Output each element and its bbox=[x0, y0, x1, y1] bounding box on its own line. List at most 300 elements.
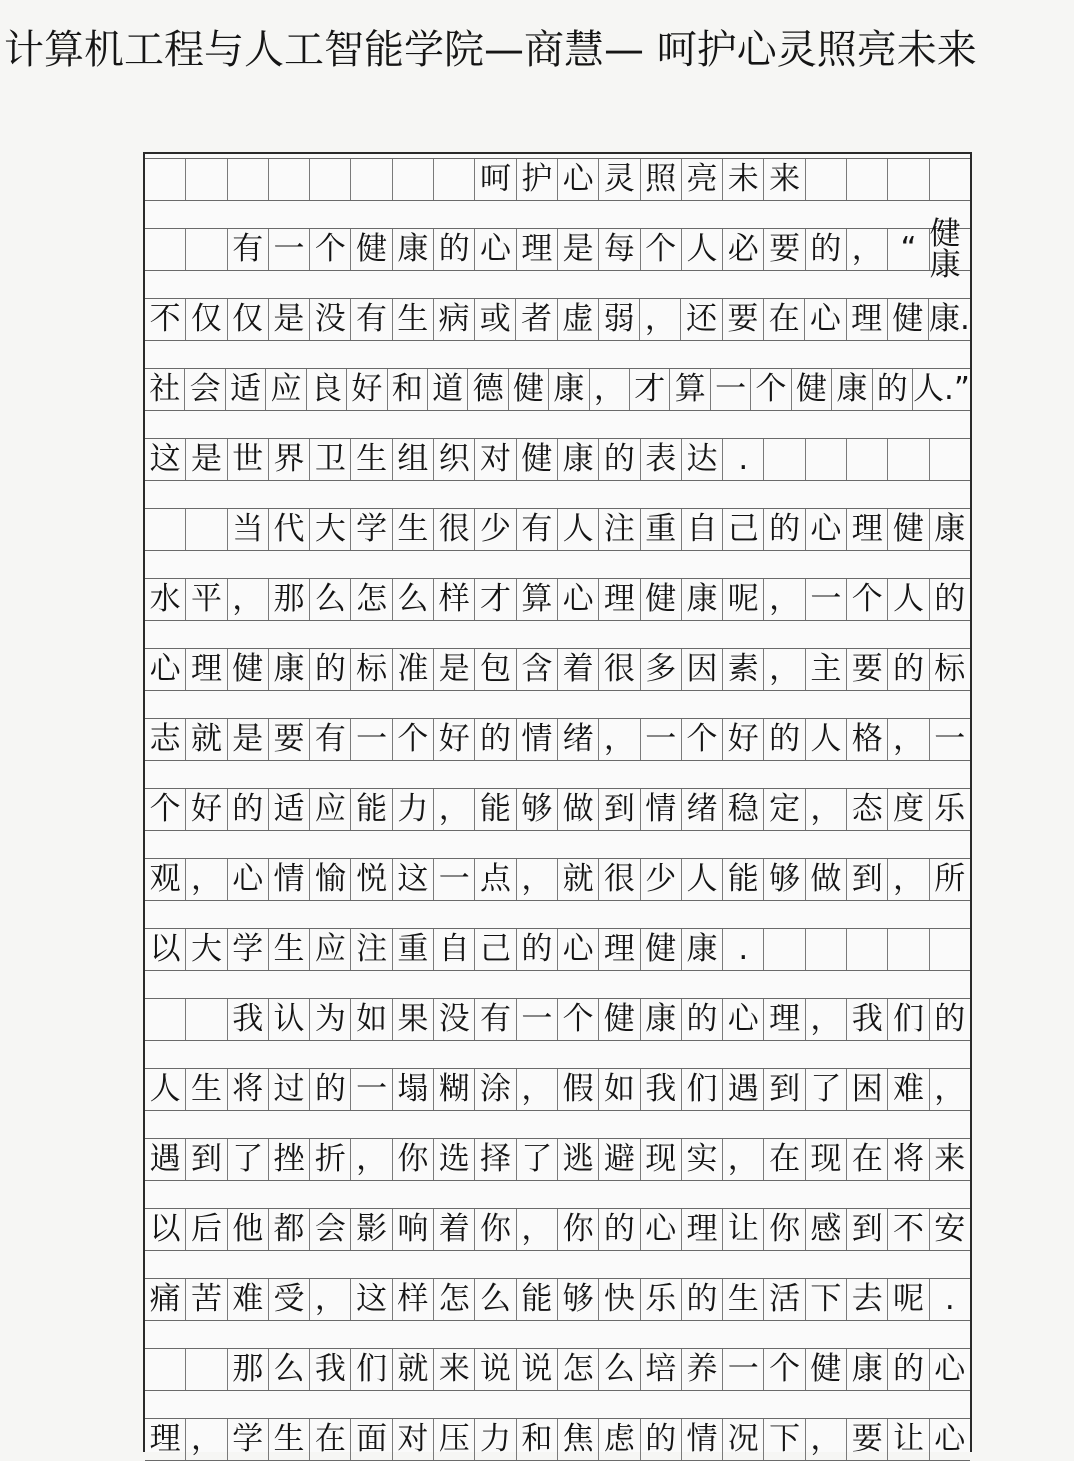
grid-cell: 去 bbox=[847, 1279, 888, 1320]
grid-cell: 要 bbox=[847, 1419, 888, 1460]
grid-cell: 生 bbox=[269, 1419, 310, 1460]
grid-cell: 才 bbox=[475, 579, 516, 620]
grid-cell: 么 bbox=[310, 579, 351, 620]
grid-cell: 活 bbox=[764, 1279, 805, 1320]
grid-cell: 康 bbox=[641, 999, 682, 1040]
grid-cell: 够 bbox=[764, 859, 805, 900]
grid-cell: 能 bbox=[723, 859, 764, 900]
grid-cell bbox=[310, 159, 351, 200]
grid-cell: 应 bbox=[266, 369, 306, 410]
grid-cell: 理 bbox=[145, 1419, 186, 1460]
grid-cell: 了 bbox=[806, 1069, 847, 1110]
grid-cell: ， bbox=[310, 1279, 351, 1320]
grid-cell bbox=[847, 159, 888, 200]
grid-cell: 的 bbox=[682, 1279, 723, 1320]
grid-cell: 情 bbox=[682, 1419, 723, 1460]
grid-cell: 没 bbox=[434, 999, 475, 1040]
grid-cell: 怎 bbox=[434, 1279, 475, 1320]
grid-cell: 这 bbox=[351, 1279, 392, 1320]
grid-cell: 么 bbox=[393, 579, 434, 620]
grid-cell: 绪 bbox=[682, 789, 723, 830]
grid-cell: 有 bbox=[475, 999, 516, 1040]
grid-cell: 生 bbox=[393, 299, 434, 340]
grid-row bbox=[145, 1068, 970, 1111]
grid-cell: 理 bbox=[847, 299, 888, 340]
grid-cell: 注 bbox=[351, 929, 392, 970]
grid-cell: 应 bbox=[310, 929, 351, 970]
grid-cell: 德 bbox=[468, 369, 508, 410]
grid-cell: 难 bbox=[888, 1069, 929, 1110]
grid-cell: 为 bbox=[310, 999, 351, 1040]
grid-cell: 够 bbox=[558, 1279, 599, 1320]
grid-cell: 虑 bbox=[599, 1419, 640, 1460]
grid-cell: 学 bbox=[351, 509, 392, 550]
grid-cell: 适 bbox=[269, 789, 310, 830]
grid-cell: 重 bbox=[641, 509, 682, 550]
grid-cell: 道 bbox=[428, 369, 468, 410]
grid-cell: 来 bbox=[764, 159, 805, 200]
grid-cell: 好 bbox=[347, 369, 387, 410]
grid-cell: 包 bbox=[475, 649, 516, 690]
grid-row bbox=[145, 1418, 970, 1461]
grid-cell: 病 bbox=[434, 299, 475, 340]
grid-cell: 大 bbox=[310, 509, 351, 550]
grid-cell: 以 bbox=[145, 1209, 186, 1250]
grid-cell: 者 bbox=[516, 299, 557, 340]
grid-cell: 未 bbox=[723, 159, 764, 200]
grid-row bbox=[145, 158, 970, 201]
grid-cell bbox=[930, 929, 970, 970]
grid-cell: 呢 bbox=[888, 1279, 929, 1320]
grid-cell: 个 bbox=[145, 789, 186, 830]
grid-cell: 的 bbox=[599, 1209, 640, 1250]
grid-cell: 了 bbox=[517, 1139, 558, 1180]
grid-cell: 那 bbox=[228, 1349, 269, 1390]
grid-cell: ， bbox=[186, 1419, 227, 1460]
grid-cell: ， bbox=[888, 719, 929, 760]
grid-cell: 少 bbox=[641, 859, 682, 900]
grid-cell: 个 bbox=[847, 579, 888, 620]
grid-cell: 在 bbox=[847, 1139, 888, 1180]
grid-row bbox=[145, 1138, 970, 1181]
grid-cell: 多 bbox=[641, 649, 682, 690]
grid-cell: 标 bbox=[351, 649, 392, 690]
grid-cell: 健 bbox=[888, 299, 929, 340]
grid-cell: 心 bbox=[558, 929, 599, 970]
grid-cell: 标 bbox=[934, 651, 966, 687]
grid-cell: 你 bbox=[393, 1139, 434, 1180]
grid-cell: 会 bbox=[310, 1209, 351, 1250]
grid-cell: 素 bbox=[723, 649, 764, 690]
grid-cell: 一 bbox=[517, 999, 558, 1040]
grid-cell: 影 bbox=[351, 1209, 392, 1250]
grid-cell: 受 bbox=[269, 1279, 310, 1320]
grid-cell: 理 bbox=[599, 929, 640, 970]
grid-cell: 如 bbox=[599, 1069, 640, 1110]
grid-cell: 注 bbox=[599, 509, 640, 550]
grid-cell: 康 bbox=[682, 579, 723, 620]
grid-cell: 水 bbox=[145, 579, 186, 620]
grid-cell: 有 bbox=[351, 299, 392, 340]
grid-cell: 康 bbox=[832, 369, 872, 410]
grid-cell: 组 bbox=[393, 439, 434, 480]
grid-row bbox=[145, 368, 970, 411]
grid-cell: 的 bbox=[310, 649, 351, 690]
grid-cell: 心 bbox=[145, 649, 186, 690]
grid-cell bbox=[806, 439, 847, 480]
grid-cell: 个 bbox=[393, 719, 434, 760]
grid-cell: 就 bbox=[393, 1349, 434, 1390]
grid-cell: 达 bbox=[682, 439, 723, 480]
grid-cell: ， bbox=[764, 649, 805, 690]
grid-cell: 重 bbox=[393, 929, 434, 970]
grid-cell: 个 bbox=[641, 229, 682, 270]
grid-cell: 力 bbox=[475, 1419, 516, 1460]
grid-cell: 避 bbox=[599, 1139, 640, 1180]
grid-cell: 到 bbox=[186, 1139, 227, 1180]
grid-cell: 平 bbox=[186, 579, 227, 620]
grid-cell: 灵 bbox=[599, 159, 640, 200]
grid-cell: 少 bbox=[475, 509, 516, 550]
grid-cell: 将 bbox=[228, 1069, 269, 1110]
grid-row bbox=[145, 1278, 970, 1321]
grid-cell: 情 bbox=[641, 789, 682, 830]
grid-cell bbox=[888, 439, 929, 480]
grid-cell: 度 bbox=[888, 789, 929, 830]
grid-cell: 所 bbox=[934, 861, 966, 897]
grid-cell: ， bbox=[640, 299, 681, 340]
grid-cell: 表 bbox=[641, 439, 682, 480]
grid-cell: 心 bbox=[805, 299, 846, 340]
grid-cell: 困 bbox=[847, 1069, 888, 1110]
grid-cell: 不 bbox=[145, 299, 186, 340]
grid-cell: 有 bbox=[310, 719, 351, 760]
grid-cell: 好 bbox=[434, 719, 475, 760]
grid-cell: 面 bbox=[351, 1419, 392, 1460]
grid-cell: 怎 bbox=[558, 1349, 599, 1390]
grid-cell: 照 bbox=[641, 159, 682, 200]
grid-cell: 就 bbox=[558, 859, 599, 900]
grid-cell: 是 bbox=[186, 439, 227, 480]
grid-cell bbox=[186, 159, 227, 200]
grid-cell: . bbox=[723, 929, 764, 970]
grid-cell bbox=[145, 999, 186, 1040]
grid-cell: 人 bbox=[682, 859, 723, 900]
grid-cell: 塌 bbox=[393, 1069, 434, 1110]
grid-cell: . bbox=[723, 439, 764, 480]
grid-cell: 实 bbox=[682, 1139, 723, 1180]
grid-cell: 理 bbox=[186, 649, 227, 690]
grid-cell: 心 bbox=[934, 1421, 966, 1457]
grid-cell: 一 bbox=[434, 859, 475, 900]
grid-cell: 他 bbox=[228, 1209, 269, 1250]
grid-cell: 遇 bbox=[145, 1139, 186, 1180]
grid-cell: 一 bbox=[641, 719, 682, 760]
grid-cell: 还 bbox=[681, 299, 722, 340]
grid-cell: 我 bbox=[310, 1349, 351, 1390]
grid-cell: 培 bbox=[641, 1349, 682, 1390]
grid-cell: 们 bbox=[888, 999, 929, 1040]
grid-cell: 要 bbox=[764, 229, 805, 270]
grid-cell: 有 bbox=[228, 229, 269, 270]
grid-cell: 健 bbox=[517, 439, 558, 480]
grid-cell: 心 bbox=[558, 579, 599, 620]
grid-cell: 感 bbox=[806, 1209, 847, 1250]
grid-cell: 定 bbox=[764, 789, 805, 830]
grid-cell: 代 bbox=[269, 509, 310, 550]
grid-cell: 或 bbox=[475, 299, 516, 340]
grid-cell: 康 bbox=[934, 511, 966, 547]
grid-cell: 对 bbox=[393, 1419, 434, 1460]
grid-cell: 要 bbox=[723, 299, 764, 340]
grid-cell: 能 bbox=[475, 789, 516, 830]
grid-cell: 健 bbox=[792, 369, 832, 410]
grid-cell: 养 bbox=[682, 1349, 723, 1390]
grid-cell: ， bbox=[806, 789, 847, 830]
grid-cell: 糊 bbox=[434, 1069, 475, 1110]
grid-cell: 健康 bbox=[929, 215, 961, 283]
grid-cell: 心 bbox=[934, 1351, 966, 1387]
grid-cell: 己 bbox=[475, 929, 516, 970]
grid-cell: ， bbox=[434, 789, 475, 830]
grid-cell: 样 bbox=[434, 579, 475, 620]
grid-cell: 算 bbox=[670, 369, 710, 410]
grid-cell: 一 bbox=[723, 1349, 764, 1390]
grid-cell: 到 bbox=[847, 1209, 888, 1250]
grid-cell: 观 bbox=[145, 859, 186, 900]
grid-cell: 生 bbox=[351, 439, 392, 480]
grid-cell: 准 bbox=[393, 649, 434, 690]
grid-cell: 要 bbox=[269, 719, 310, 760]
page-header-caption: 计算机工程与人工智能学院—商慧— 呵护心灵照亮未来 bbox=[4, 27, 977, 73]
grid-cell: 健 bbox=[888, 509, 929, 550]
grid-cell: 一 bbox=[351, 719, 392, 760]
grid-row bbox=[145, 1208, 970, 1251]
grid-cell: 说 bbox=[517, 1349, 558, 1390]
grid-cell: 了 bbox=[228, 1139, 269, 1180]
grid-cell: 将 bbox=[888, 1139, 929, 1180]
grid-cell: 够 bbox=[517, 789, 558, 830]
grid-row bbox=[145, 1348, 970, 1391]
grid-cell: 健 bbox=[806, 1349, 847, 1390]
grid-cell bbox=[764, 439, 805, 480]
grid-cell: 让 bbox=[723, 1209, 764, 1250]
grid-cell: 健 bbox=[351, 229, 392, 270]
grid-cell: 难 bbox=[228, 1279, 269, 1320]
grid-cell: ， bbox=[517, 1209, 558, 1250]
grid-cell bbox=[888, 929, 929, 970]
grid-cell: 况 bbox=[723, 1419, 764, 1460]
grid-cell bbox=[186, 229, 227, 270]
grid-cell: 么 bbox=[475, 1279, 516, 1320]
grid-cell: 果 bbox=[393, 999, 434, 1040]
grid-cell: ， bbox=[888, 859, 929, 900]
grid-cell: 乐 bbox=[641, 1279, 682, 1320]
grid-cell: 么 bbox=[269, 1349, 310, 1390]
grid-cell: 心 bbox=[228, 859, 269, 900]
grid-cell: 到 bbox=[847, 859, 888, 900]
grid-cell: 在 bbox=[310, 1419, 351, 1460]
grid-cell bbox=[145, 1349, 186, 1390]
grid-cell: ， bbox=[934, 1071, 966, 1107]
grid-cell: 当 bbox=[228, 509, 269, 550]
grid-cell: 己 bbox=[723, 509, 764, 550]
grid-cell: 康 bbox=[558, 439, 599, 480]
grid-cell: 的 bbox=[934, 1001, 966, 1037]
grid-cell: 理 bbox=[682, 1209, 723, 1250]
grid-cell bbox=[847, 439, 888, 480]
grid-cell: 的 bbox=[228, 789, 269, 830]
grid-cell: 现 bbox=[641, 1139, 682, 1180]
grid-cell: ， bbox=[517, 859, 558, 900]
grid-cell: 好 bbox=[723, 719, 764, 760]
grid-cell: 快 bbox=[599, 1279, 640, 1320]
grid-cell: 做 bbox=[558, 789, 599, 830]
grid-cell: 都 bbox=[269, 1209, 310, 1250]
grid-cell: 格 bbox=[847, 719, 888, 760]
grid-cell: 这 bbox=[145, 439, 186, 480]
grid-cell: 很 bbox=[599, 649, 640, 690]
grid-cell: 是 bbox=[558, 229, 599, 270]
grid-cell: “ bbox=[888, 229, 929, 270]
grid-cell: 的 bbox=[873, 369, 913, 410]
grid-row bbox=[145, 858, 970, 901]
grid-cell: 我 bbox=[641, 1069, 682, 1110]
grid-cell: 心 bbox=[723, 999, 764, 1040]
grid-cell: 的 bbox=[888, 649, 929, 690]
grid-cell: 生 bbox=[393, 509, 434, 550]
grid-cell: 算 bbox=[517, 579, 558, 620]
grid-cell: 着 bbox=[434, 1209, 475, 1250]
grid-cell bbox=[764, 929, 805, 970]
grid-cell: 的 bbox=[434, 229, 475, 270]
grid-cell: 大 bbox=[186, 929, 227, 970]
grid-cell: 织 bbox=[434, 439, 475, 480]
grid-cell: 学 bbox=[228, 1419, 269, 1460]
grid-cell: 康 bbox=[549, 369, 589, 410]
grid-cell: 要 bbox=[847, 649, 888, 690]
grid-cell: 会 bbox=[185, 369, 225, 410]
grid-cell: 弱 bbox=[599, 299, 640, 340]
grid-cell: 康 bbox=[393, 229, 434, 270]
grid-cell: 康 bbox=[847, 1349, 888, 1390]
grid-cell: 是 bbox=[434, 649, 475, 690]
grid-cell bbox=[847, 929, 888, 970]
grid-cell bbox=[186, 1349, 227, 1390]
grid-cell: 生 bbox=[186, 1069, 227, 1110]
grid-cell: 的 bbox=[475, 719, 516, 760]
grid-cell: 们 bbox=[351, 1349, 392, 1390]
grid-cell bbox=[269, 159, 310, 200]
grid-cell: 就 bbox=[186, 719, 227, 760]
grid-cell: 乐 bbox=[934, 791, 966, 827]
grid-cell bbox=[145, 229, 186, 270]
grid-cell bbox=[393, 159, 434, 200]
grid-cell: 下 bbox=[806, 1279, 847, 1320]
grid-cell: 压 bbox=[434, 1419, 475, 1460]
grid-cell: 愉 bbox=[310, 859, 351, 900]
grid-cell: 是 bbox=[269, 299, 310, 340]
grid-cell: 着 bbox=[558, 649, 599, 690]
grid-cell: 虚 bbox=[558, 299, 599, 340]
grid-cell: 学 bbox=[228, 929, 269, 970]
grid-cell: 绪 bbox=[558, 719, 599, 760]
grid-cell: 选 bbox=[434, 1139, 475, 1180]
grid-cell: 痛 bbox=[145, 1279, 186, 1320]
grid-cell: 点 bbox=[475, 859, 516, 900]
grid-cell: ， bbox=[806, 999, 847, 1040]
grid-cell: 假 bbox=[558, 1069, 599, 1110]
grid-cell: 志 bbox=[145, 719, 186, 760]
grid-cell: 个 bbox=[310, 229, 351, 270]
grid-row bbox=[145, 928, 970, 971]
grid-cell bbox=[186, 999, 227, 1040]
grid-cell: 人.” bbox=[913, 371, 970, 407]
grid-cell: 理 bbox=[764, 999, 805, 1040]
grid-cell: 心 bbox=[641, 1209, 682, 1250]
grid-cell: 呵 bbox=[475, 159, 516, 200]
grid-cell: . bbox=[944, 1281, 955, 1317]
grid-cell: ， bbox=[723, 1139, 764, 1180]
grid-row bbox=[145, 298, 970, 341]
grid-row bbox=[145, 648, 970, 691]
grid-cell: 的 bbox=[934, 581, 966, 617]
grid-cell bbox=[888, 159, 929, 200]
grid-cell: 逃 bbox=[558, 1139, 599, 1180]
grid-cell bbox=[186, 509, 227, 550]
grid-cell: 来 bbox=[934, 1141, 966, 1177]
grid-cell: 的 bbox=[764, 719, 805, 760]
grid-cell: 来 bbox=[434, 1349, 475, 1390]
grid-cell: 良 bbox=[307, 369, 347, 410]
grid-cell: 健 bbox=[599, 999, 640, 1040]
grid-cell: 亮 bbox=[682, 159, 723, 200]
grid-cell: 必 bbox=[723, 229, 764, 270]
grid-cell: 对 bbox=[475, 439, 516, 480]
grid-cell: 情 bbox=[517, 719, 558, 760]
grid-cell: 悦 bbox=[351, 859, 392, 900]
grid-cell: 人 bbox=[806, 719, 847, 760]
grid-cell: 稳 bbox=[723, 789, 764, 830]
grid-cell: 康 bbox=[682, 929, 723, 970]
grid-cell: 安 bbox=[934, 1211, 966, 1247]
grid-cell: ， bbox=[847, 229, 888, 270]
grid-cell: 人 bbox=[888, 579, 929, 620]
grid-cell: 康. bbox=[929, 301, 970, 337]
grid-cell: 护 bbox=[517, 159, 558, 200]
grid-cell: 这 bbox=[393, 859, 434, 900]
grid-row bbox=[145, 788, 970, 831]
grid-cell: 一 bbox=[806, 579, 847, 620]
grid-cell: 很 bbox=[599, 859, 640, 900]
grid-cell: 现 bbox=[806, 1139, 847, 1180]
grid-cell: 能 bbox=[351, 789, 392, 830]
grid-cell: 每 bbox=[599, 229, 640, 270]
grid-cell bbox=[806, 929, 847, 970]
grid-cell bbox=[351, 159, 392, 200]
grid-cell: 的 bbox=[764, 509, 805, 550]
grid-cell: 响 bbox=[393, 1209, 434, 1250]
grid-cell bbox=[930, 439, 970, 480]
grid-cell: ， bbox=[228, 579, 269, 620]
grid-cell: 的 bbox=[888, 1349, 929, 1390]
grid-cell: 遇 bbox=[723, 1069, 764, 1110]
grid-cell: 个 bbox=[682, 719, 723, 760]
grid-cell: 健 bbox=[228, 649, 269, 690]
grid-cell: 一 bbox=[269, 229, 310, 270]
grid-cell: 才 bbox=[630, 369, 670, 410]
grid-cell bbox=[806, 159, 847, 200]
